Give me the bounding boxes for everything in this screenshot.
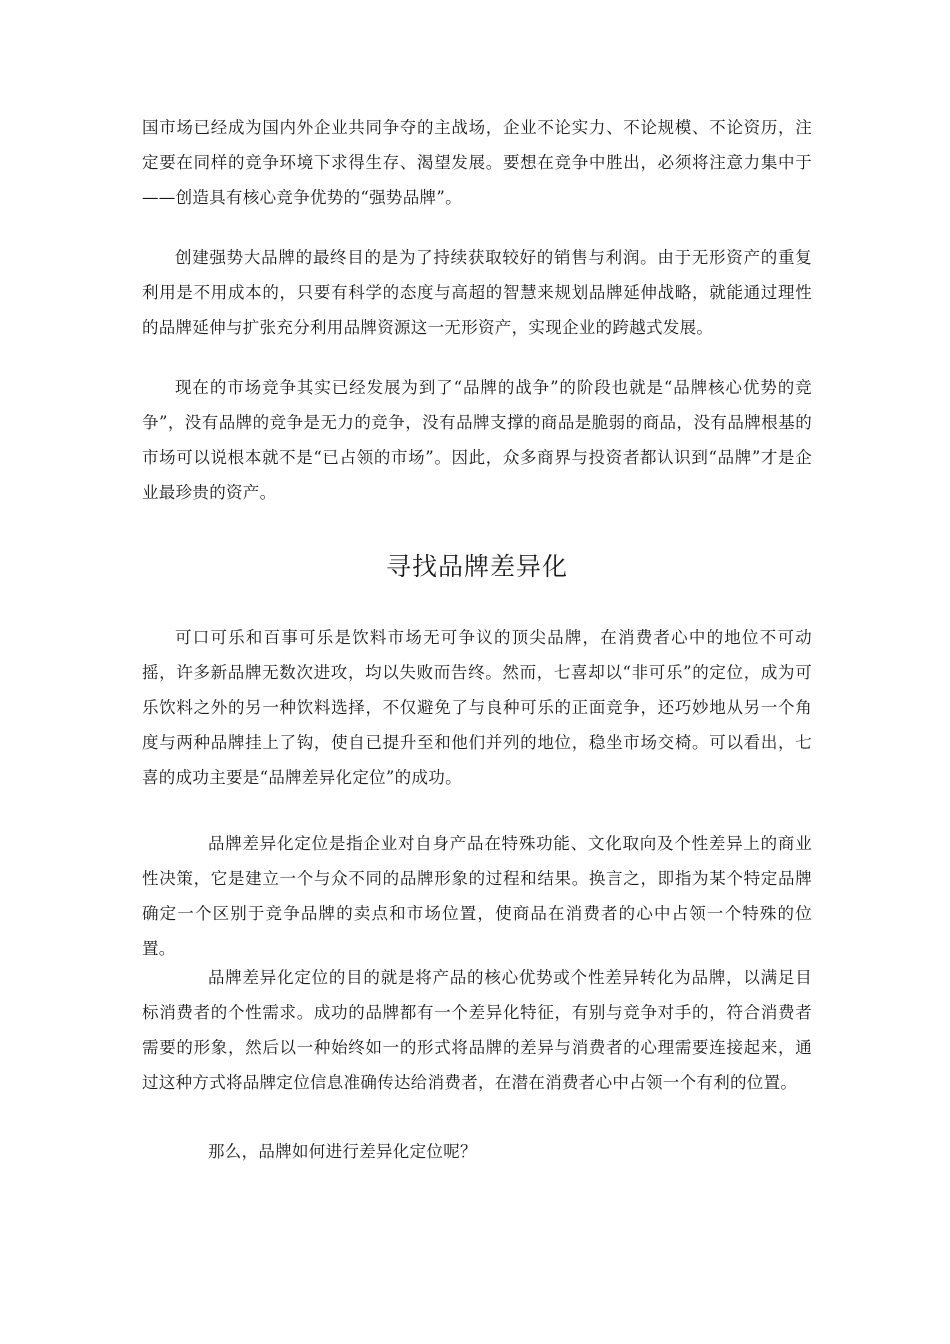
paragraph-closing-question: 那么，品牌如何进行差异化定位呢？ [208, 1142, 477, 1161]
paragraph-differentiation-definition: 品牌差异化定位是指企业对自身产品在特殊功能、文化取向及个性差异上的商业性决策，它是建立一个与众不同的品牌形象的过程和结果。换言之，即指为某个特定品牌确定一个区别于竞争品牌的卖点和市场位置，使商品在消费者的心中占领一个特殊的位置。 [142, 834, 812, 958]
paragraph-brand-goal: 创建强势大品牌的最终目的是为了持续获取较好的销售与利润。由于无形资产的重复利用是不用成本的，只要有科学的态度与高超的智慧来规划品牌延伸战略，就能通过理性的品牌延伸与扩张充分利用品牌资源这一无形资产，实现企业的跨越式发展。 [142, 248, 812, 337]
paragraph-differentiation-purpose: 品牌差异化定位的目的就是将产品的核心优势或个性差异转化为品牌，以满足目标消费者的个性需求。成功的品牌都有一个差异化特征，有别与竞争对手的，符合消费者需要的形象，然后以一种始终如一的形式将品牌的差异与消费者的心理需要连接起来，通过这种方式将品牌定位信息准确传达给消费者，在潜在消费者心中占领一个有利的位置。 [142, 968, 812, 1092]
paragraph-brand-war: 现在的市场竞争其实已经发展为到了“品牌的战争”的阶段也就是“品牌核心优势的竞争”，没有品牌的竞争是无力的竞争，没有品牌支撑的商品是脆弱的商品，没有品牌根基的市场可以说根本就不是“已占领的市场”。因此，众多商界与投资者都认识到“品牌”才是企业最珍贵的资产。 [142, 378, 812, 502]
section-heading: 寻找品牌差异化 [385, 552, 568, 581]
paragraph-seven-up: 可口可乐和百事可乐是饮料市场无可争议的顶尖品牌，在消费者心中的地位不可动摇，许多新品牌无数次进攻，均以失败而告终。然而，七喜却以“非可乐”的定位，成为可乐饮料之外的另一种饮料选择，不仅避免了与良种可乐的正面竞争，还巧妙地从另一个角度与两种品牌挂上了钩，使自已提升至和他们并列的地位，稳坐市场交椅。可以看出，七喜的成功主要是“品牌差异化定位”的成功。 [142, 628, 812, 787]
paragraph-intro-continued: 国市场已经成为国内外企业共同争夺的主战场，企业不论实力、不论规模、不论资历，注定要在同样的竞争环境下求得生存、渴望发展。要想在竞争中胜出，必须将注意力集中于——创造具有核心竞争优势的“强势品牌”。 [142, 118, 812, 207]
